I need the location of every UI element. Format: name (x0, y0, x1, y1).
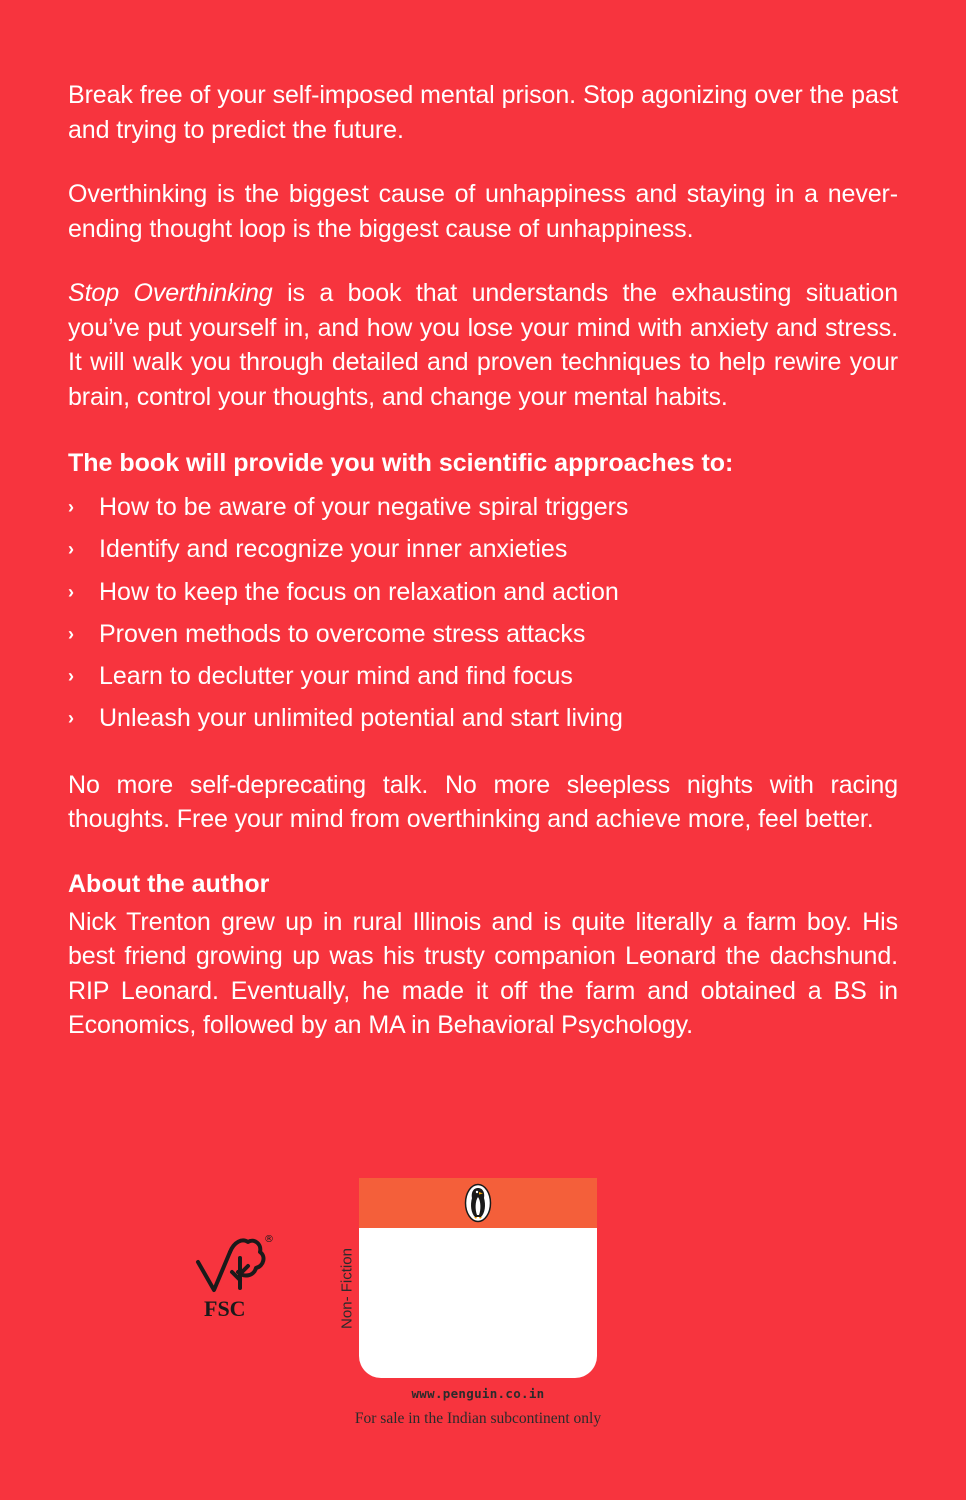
closing-paragraph: No more self-deprecating talk. No more sleepless nights with racing thoughts. Free your mind from overthinking and achieve more, feel better. (68, 770, 898, 834)
approach-item (68, 613, 898, 655)
approach-text: How to keep the focus on relaxation and action (99, 577, 619, 606)
penguin-logo-icon (464, 1183, 492, 1223)
intro-paragraph: Break free of your self-imposed mental prison. Stop agonizing over the past and trying to predict the future. (68, 81, 898, 144)
registered-mark: ® (264, 1234, 274, 1245)
book-title-italic: Stop Overthinking (68, 279, 273, 307)
fsc-label: FSC (204, 1296, 246, 1321)
book-description-paragraph (68, 276, 898, 414)
price-sticker-band (359, 1178, 597, 1228)
fsc-tree-icon (190, 1232, 276, 1324)
back-cover-text (68, 78, 898, 1043)
price-sticker-box (359, 1178, 597, 1378)
sale-territory-note: For sale in the Indian subcontinent only (354, 1410, 602, 1427)
approach-text: Unleash your unlimited potential and start living (99, 704, 623, 733)
approach-text: Proven methods to overcome stress attacks (99, 619, 586, 648)
approach-item (68, 655, 898, 697)
book-description-text: is a book that understands the exhausting situation you’ve put yourself in, and how you lose your mind with anxiety and stress. It will walk you through detailed and proven techniques to help rewire your brain, control your thoughts, and change your mental habits. (68, 279, 898, 411)
approaches-list (68, 486, 898, 740)
chevron-right-icon: › (68, 623, 74, 644)
approach-text: Learn to declutter your mind and find focus (99, 662, 573, 691)
chevron-right-icon: › (68, 539, 74, 560)
publisher-url: www.penguin.co.in (411, 1386, 545, 1401)
approach-item (68, 697, 898, 739)
approach-item (68, 486, 898, 528)
about-author-heading: About the author (68, 869, 270, 898)
chevron-right-icon: › (68, 497, 74, 517)
overthinking-paragraph: Overthinking is the biggest cause of unhappiness and staying in a never-ending thought loop is the biggest cause of unhappiness. (68, 180, 898, 243)
approach-item (68, 571, 898, 613)
chevron-right-icon: › (68, 666, 74, 687)
genre-label: Non- Fiction (338, 1248, 356, 1329)
approaches-heading: The book will provide you with scientific approaches to: (68, 449, 734, 477)
about-author-text: Nick Trenton grew up in rural Illinois and is quite literally a farm boy. His best friend growing up was his trusty companion Leonard the dachshund. RIP Leonard. Eventually, he made it off the farm and obtained a BS in Economics, followed by an MA in Behavioral Psychology. (68, 907, 898, 1040)
fsc-logo (190, 1232, 276, 1324)
chevron-right-icon: › (68, 708, 74, 729)
approach-item (68, 528, 898, 570)
approach-text: How to be aware of your negative spiral triggers (99, 493, 629, 521)
chevron-right-icon: › (68, 581, 74, 602)
approach-text: Identify and recognize your inner anxieties (99, 535, 568, 564)
